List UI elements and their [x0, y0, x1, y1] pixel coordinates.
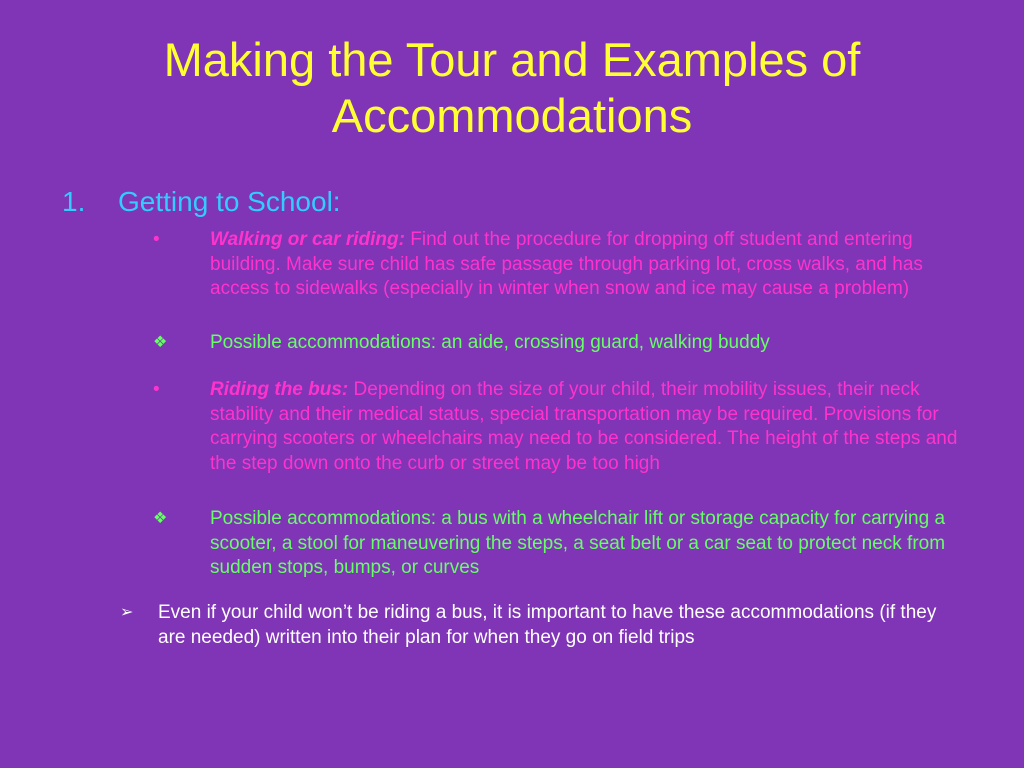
section-heading [62, 185, 341, 219]
bullet-bus-lead: Riding the bus: [210, 379, 349, 400]
diamond-bullet-icon: ❖ [153, 334, 168, 351]
section-label: Getting to School: [118, 186, 341, 217]
bullet-walking-lead: Walking or car riding: [210, 229, 405, 250]
arrow-bullet-icon: ➢ [120, 604, 134, 621]
bullet-dot-icon: • [153, 229, 160, 250]
bullet-walking-text [210, 228, 970, 302]
accommodation-walking-text: Possible accommodations: an aide, crossing guard, walking buddy [210, 332, 770, 353]
bullet-bus-body: Depending on the size of your child, their mobility issues, their neck stability and their medical status, special transportation may be required. Provisions for carrying scooters or wheelchairs may need to be considered. The height of the steps and the step down onto the curb or street may be too high [210, 379, 958, 474]
field-trip-note-text: Even if your child won’t be riding a bus, it is important to have these accommodations (if they are needed) written into their plan for when they go on field trips [158, 602, 937, 648]
slide-title: Making the Tour and Examples of Accommodations [163, 33, 861, 142]
bullet-walking-body: Find out the procedure for dropping off student and entering building. Make sure child has safe passage through parking lot, cross walks, and has access to sidewalks (especially in winter when snow and ice may cause a problem) [210, 229, 923, 299]
section-number: 1. [62, 186, 86, 217]
bullet-dot-icon: • [153, 379, 160, 400]
diamond-bullet-icon: ❖ [153, 510, 168, 527]
accommodation-bus-text: Possible accommodations: a bus with a wheelchair lift or storage capacity for carrying a scooter, a stool for maneuvering the steps, a seat belt or a car seat to protect neck from sudden stops, bumps, or curves [210, 508, 946, 578]
bullet-bus-text [210, 378, 970, 476]
